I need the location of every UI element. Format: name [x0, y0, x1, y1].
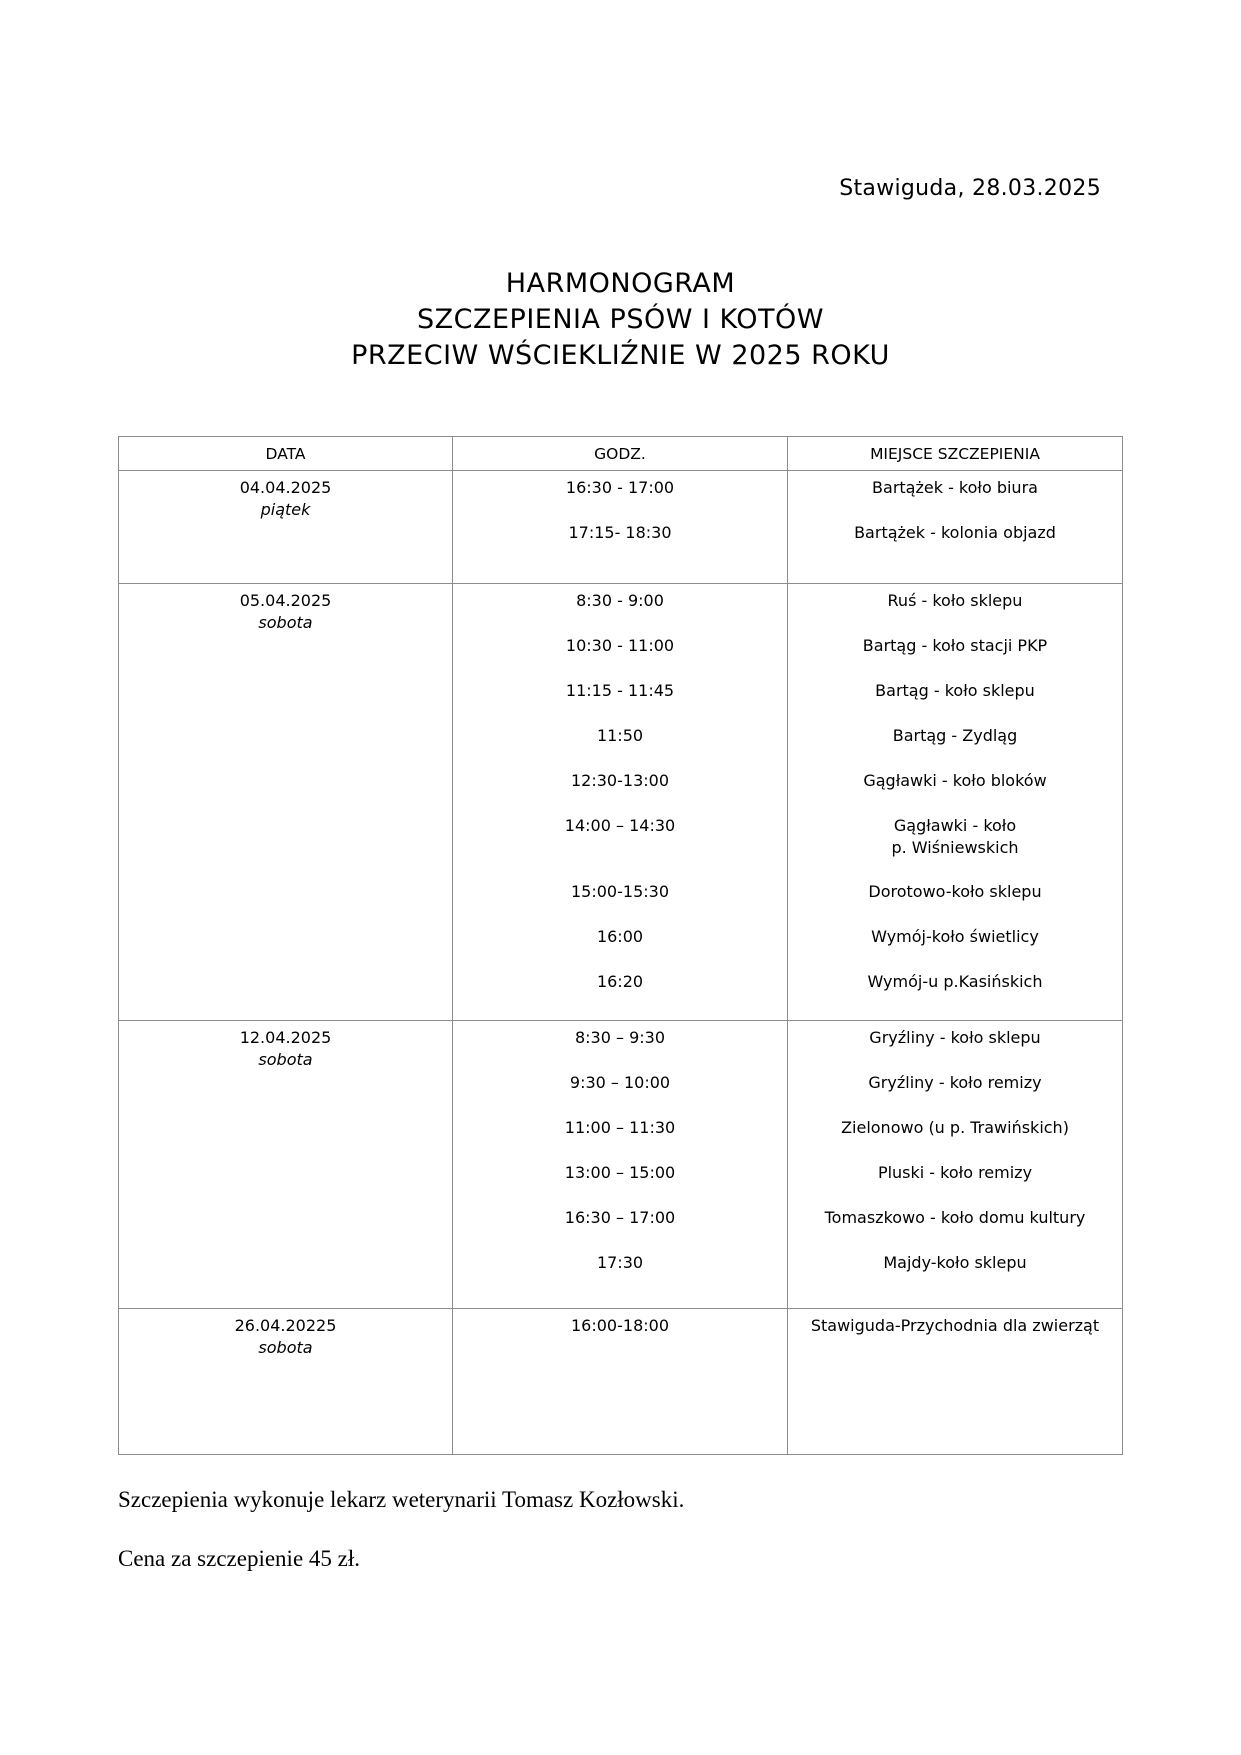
time-entry: 16:00 — [596, 927, 644, 946]
time-entry: 17:15- 18:30 — [568, 523, 672, 542]
date-cell — [119, 471, 453, 584]
place-entry: Bartążek - koło biura — [872, 478, 1038, 497]
place-entry: Tomaszkowo - koło domu kultury — [824, 1208, 1086, 1227]
place-entry: Pluski - koło remizy — [877, 1163, 1033, 1182]
table-header-row — [119, 437, 1123, 471]
place-entry: Gągławki - koło bloków — [863, 771, 1047, 790]
time-cell — [453, 1021, 788, 1309]
time-entry — [453, 815, 787, 859]
table-row — [119, 471, 1123, 584]
title-line-1: HARMONOGRAM — [505, 268, 736, 299]
place-entry: Dorotowo-koło sklepu — [868, 882, 1042, 901]
place-entry: Bartąg - koło sklepu — [875, 681, 1035, 700]
date: 04.04.2025 — [239, 478, 332, 497]
weekday: sobota — [258, 1050, 313, 1069]
date: 12.04.2025 — [239, 1028, 332, 1047]
place-entry: Stawiguda-Przychodnia dla zwierząt — [810, 1316, 1100, 1335]
header-date: DATA — [119, 437, 453, 471]
date-cell — [119, 584, 453, 1021]
document-title — [0, 266, 1241, 374]
table-row — [119, 1021, 1123, 1309]
time-cell — [453, 1309, 788, 1455]
place-entry — [788, 815, 1122, 859]
time-entry: 11:00 – 11:30 — [564, 1118, 676, 1137]
table-row — [119, 1309, 1123, 1455]
time-entry: 16:20 — [596, 972, 644, 991]
date: 05.04.2025 — [239, 591, 332, 610]
title-line-2: SZCZEPIENIA PSÓW I KOTÓW — [417, 304, 824, 335]
weekday: piątek — [260, 500, 311, 519]
time-entry: 9:30 – 10:00 — [569, 1073, 671, 1092]
time-cell — [453, 584, 788, 1021]
place-entry: Gryźliny - koło sklepu — [869, 1028, 1041, 1047]
place-cell — [788, 584, 1123, 1021]
vet-note: Szczepienia wykonuje lekarz weterynarii Tomasz Kozłowski. — [118, 1487, 685, 1512]
time-entry: 15:00-15:30 — [571, 882, 669, 901]
time-entry: 11:15 - 11:45 — [565, 681, 675, 700]
place-entry: Bartąg - koło stacji PKP — [862, 636, 1048, 655]
table-row — [119, 584, 1123, 1021]
weekday: sobota — [258, 613, 313, 632]
place-cell — [788, 471, 1123, 584]
time-entry: 10:30 - 11:00 — [565, 636, 675, 655]
time-text: 14:00 – 14:30 — [564, 816, 676, 835]
date-cell — [119, 1309, 453, 1455]
time-entry: 11:50 — [596, 726, 644, 745]
date: 26.04.20225 — [234, 1316, 337, 1335]
place-entry: Majdy-koło sklepu — [883, 1253, 1027, 1272]
time-cell — [453, 471, 788, 584]
time-entry: 8:30 – 9:30 — [574, 1028, 666, 1047]
header-place: MIEJSCE SZCZEPIENIA — [788, 437, 1123, 471]
price-note: Cena za szczepienie 45 zł. — [118, 1546, 361, 1571]
place-cell — [788, 1309, 1123, 1455]
place-entry: Bartąg - Zydląg — [892, 726, 1018, 745]
place-entry: Bartążek - kolonia objazd — [854, 523, 1056, 542]
title-line-3: PRZECIW WŚCIEKLIŹNIE W 2025 ROKU — [351, 340, 890, 371]
place-cell — [788, 1021, 1123, 1309]
place-entry: Wymój-koło świetlicy — [871, 927, 1039, 946]
weekday: sobota — [258, 1338, 313, 1357]
time-entry: 16:30 – 17:00 — [564, 1208, 676, 1227]
place-entry: Ruś - koło sklepu — [887, 591, 1023, 610]
spacer — [453, 837, 787, 859]
place-date: Stawiguda, 28.03.2025 — [839, 176, 1101, 201]
time-entry: 13:00 – 15:00 — [564, 1163, 676, 1182]
time-entry: 17:30 — [596, 1253, 644, 1272]
place-line-2: p. Wiśniewskich — [891, 838, 1019, 857]
place-entry: Wymój-u p.Kasińskich — [867, 972, 1043, 991]
header-time: GODZ. — [453, 437, 788, 471]
date-cell — [119, 1021, 453, 1309]
time-entry: 16:30 - 17:00 — [565, 478, 675, 497]
time-entry: 8:30 - 9:00 — [576, 591, 664, 610]
place-entry: Zielonowo (u p. Trawińskich) — [841, 1118, 1069, 1137]
time-entry: 12:30-13:00 — [571, 771, 669, 790]
place-line-1: Gągławki - koło — [893, 816, 1017, 835]
schedule-table — [118, 436, 1123, 1455]
time-entry: 16:00-18:00 — [571, 1316, 669, 1335]
place-entry: Gryźliny - koło remizy — [868, 1073, 1042, 1092]
